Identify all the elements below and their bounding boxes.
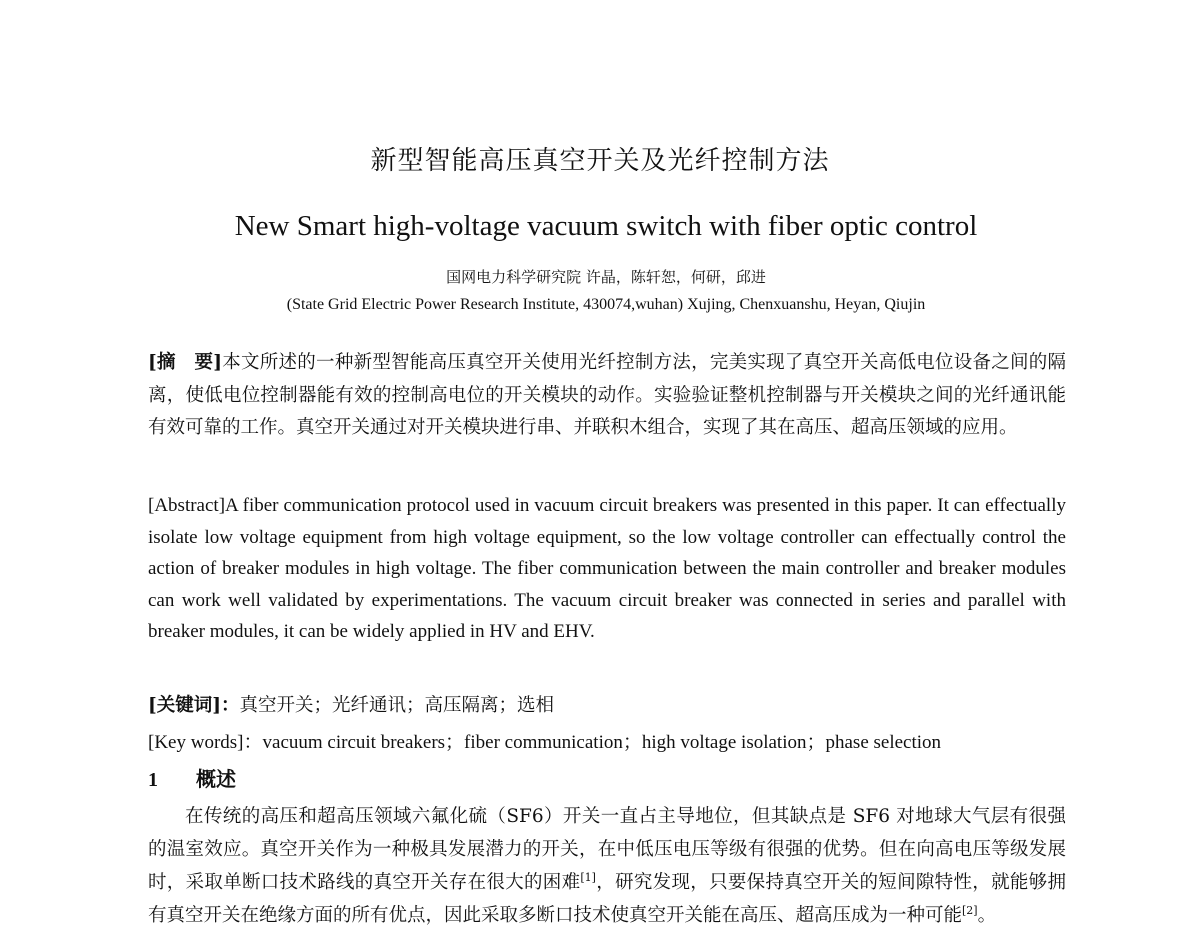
keywords-english [148, 728, 1066, 758]
section-heading [148, 763, 236, 792]
keywords-english-label: [Key words]： [148, 732, 263, 753]
title-english: New Smart high-voltage vacuum switch with fiber optic control [234, 210, 978, 242]
body-text-part2: ，研究发现，只要保持真空开关的短间隙特性，就能够拥有真空开关在绝缘方面的所有优点，因此采取多断口技术使真空开关能在高压、超高压成为一种可能 [148, 872, 1066, 926]
abstract-chinese [148, 347, 1066, 445]
keywords-chinese-text: 真空开关；光纤通讯；高压隔离；选相 [239, 695, 555, 716]
section-number: 1 [148, 769, 158, 791]
body-text-part3: 。 [977, 905, 997, 926]
abstract-chinese-label: [摘 要] [148, 352, 223, 373]
citation-ref-1: [1] [580, 870, 596, 884]
body-paragraph [148, 800, 1066, 932]
title-chinese: 新型智能高压真空开关及光纤控制方法 [370, 146, 830, 176]
keywords-chinese [148, 690, 1066, 722]
citation-ref-2: [2] [962, 903, 978, 917]
abstract-english-label: [Abstract] [148, 495, 226, 516]
keywords-english-text: vacuum circuit breakers；fiber communication；high voltage isolation；phase selection [262, 732, 942, 753]
keywords-chinese-label: [关键词]： [148, 695, 240, 716]
body-text-part1: 在传统的高压和超高压领域六氟化硫（SF6）开关一直占主导地位，但其缺点是 SF6 对地球大气层有很强的温室效应。真空开关作为一种极具发展潜力的开关，在中低压电压等级有很强的优势。但在向高电压等级发展时，采取单断口技术路线的真空开关存在很大的困难 [148, 806, 1066, 893]
abstract-chinese-text: 本文所述的一种新型智能高压真空开关使用光纤控制方法，完美实现了真空开关高低电位设备之间的隔离，使低电位控制器能有效的控制高电位的开关模块的动作。实验验证整机控制器与开关模块之间的光纤通讯能有效可靠的工作。真空开关通过对开关模块进行串、并联积木组合，实现了其在高压、超高压领域的应用。 [148, 352, 1066, 438]
section-title: 概述 [196, 767, 236, 791]
abstract-english-text: A fiber communication protocol used in vacuum circuit breakers was presented in this paper. It can effectually isolate low voltage equipment from high voltage equipment, so the low voltage controller can effectually control the action of breaker modules in high voltage. The fiber communication between the main controller and breaker modules can work well validated by experimentations. The vacuum circuit breaker was connected in series and parallel with breaker modules, it can be widely applied in HV and EHV. [148, 495, 1066, 642]
authors-english: (State Grid Electric Power Research Institute, 430074,wuhan) Xujing, Chenxuanshu, Heyan, Qiujin [286, 296, 926, 313]
abstract-english [148, 490, 1066, 648]
authors-chinese: 国网电力科学研究院 许晶，陈轩恕，何研，邱进 [446, 268, 766, 286]
